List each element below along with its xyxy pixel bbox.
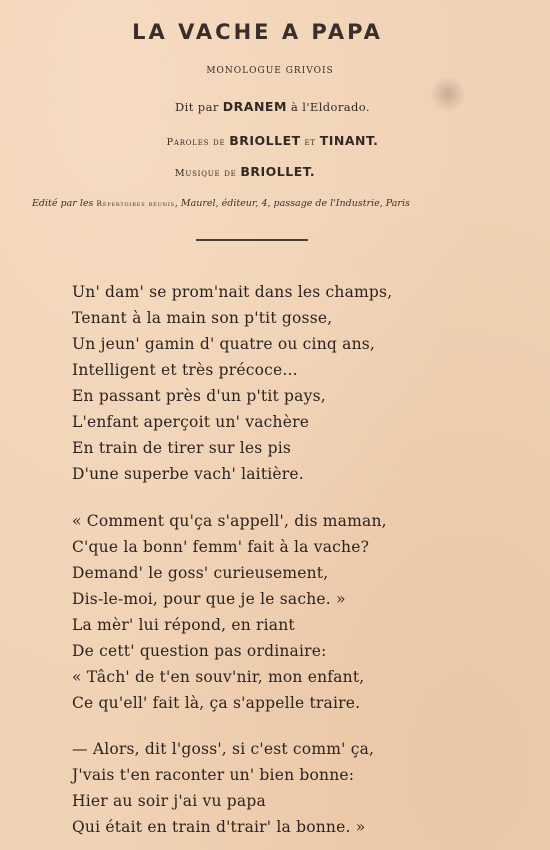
verse-line: Qui était en train d'trair' la bonne. » xyxy=(72,818,366,836)
lyrics-prefix: Paroles de xyxy=(166,137,230,148)
verse-line: L'enfant aperçoit un' vachère xyxy=(72,413,310,431)
music-credit-line xyxy=(0,164,490,179)
verse-line: Intelligent et très précoce... xyxy=(72,361,298,379)
verse-line: La mèr' lui répond, en riant xyxy=(72,616,295,634)
verse-line: « Comment qu'ça s'appell', dis maman, xyxy=(72,512,387,530)
verse-line: En passant près d'un p'tit pays, xyxy=(72,387,326,405)
lyrics-credit-line xyxy=(0,133,545,148)
music-prefix: Musique de xyxy=(174,168,241,179)
editor-suffix: , Maurel, éditeur, 4, passage de l'Industrie, Paris xyxy=(174,198,410,209)
verse-line: D'une superbe vach' laitière. xyxy=(72,465,304,483)
lyrics-author-2: TINANT. xyxy=(319,133,379,148)
editor-line xyxy=(32,198,542,209)
music-composer: BRIOLLET. xyxy=(240,164,316,179)
editor-prefix: Edité par les xyxy=(32,198,97,209)
document-title: LA VACHE A PAPA xyxy=(132,20,383,44)
performer-prefix: Dit par xyxy=(175,100,223,114)
verse-line: Un jeun' gamin d' quatre ou cinq ans, xyxy=(72,335,376,353)
verse-line: De cett' question pas ordinaire: xyxy=(72,642,327,660)
verse-line: Un' dam' se prom'nait dans les champs, xyxy=(72,283,393,301)
verse-line: Hier au soir j'ai vu papa xyxy=(72,792,266,810)
section-divider xyxy=(196,239,308,241)
verse-line: « Tâch' de t'en souv'nir, mon enfant, xyxy=(72,668,365,686)
lyrics-mid: et xyxy=(300,137,320,148)
verse-line: Ce qu'ell' fait là, ça s'appelle traire. xyxy=(72,694,361,712)
verse-line: Demand' le goss' curieusement, xyxy=(72,564,329,582)
lyrics-author-1: BRIOLLET xyxy=(229,133,301,148)
verse-line: En train de tirer sur les pis xyxy=(72,439,292,457)
verse-line: Tenant à la main son p'tit gosse, xyxy=(72,309,333,327)
performer-line xyxy=(0,99,545,114)
document-subtitle: MONOLOGUE GRIVOIS xyxy=(206,66,334,76)
editor-org: Répertoires réunis xyxy=(96,199,175,208)
verse-line: J'vais t'en raconter un' bien bonne: xyxy=(72,766,355,784)
performer-name: DRANEM xyxy=(222,99,287,114)
verse-line: C'que la bonn' femm' fait à la vache? xyxy=(72,538,370,556)
verse-line: Dis-le-moi, pour que je le sache. » xyxy=(72,590,346,608)
performer-suffix: à l'Eldorado. xyxy=(286,100,370,114)
verse-line: — Alors, dit l'goss', si c'est comm' ça, xyxy=(72,740,375,758)
